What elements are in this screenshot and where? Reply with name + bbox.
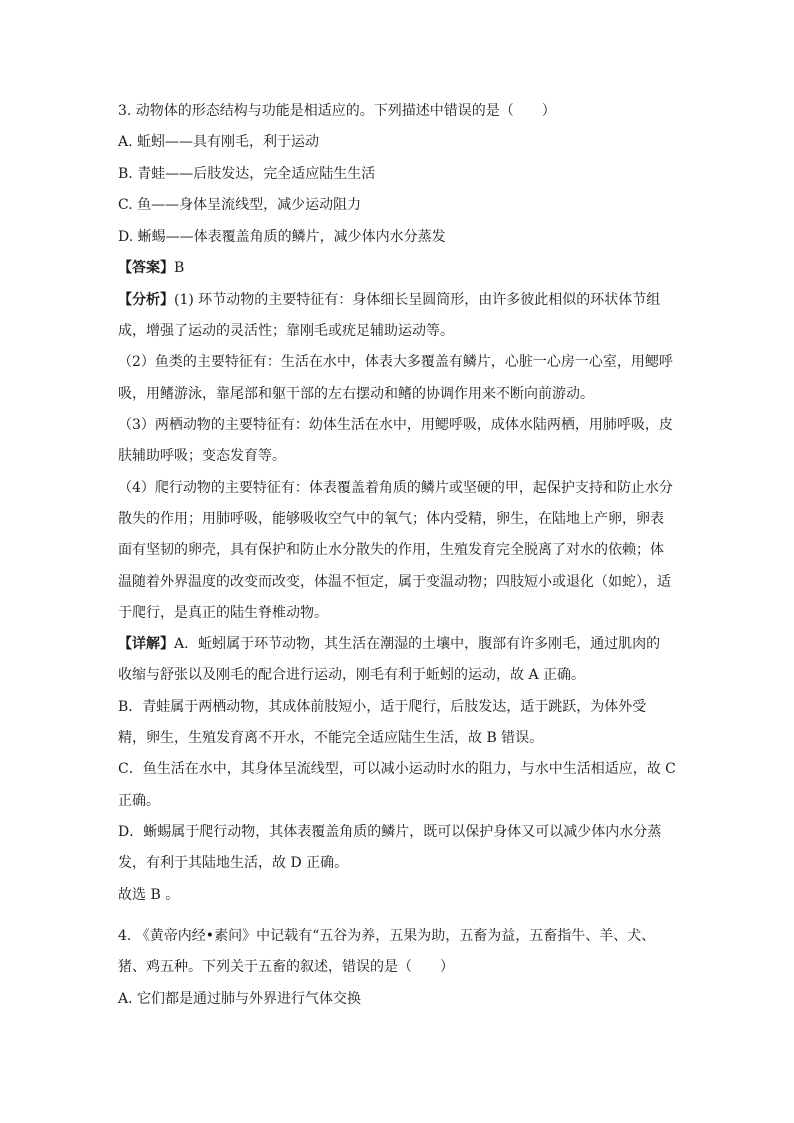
q3-detail-line: C．鱼生活在水中，其身体呈流线型，可以减小运动时水的阻力，与水中生活相适应，故 C — [118, 761, 676, 777]
q3-analysis-line: 成，增强了运动的灵活性；靠刚毛或疣足辅助运动等。 — [118, 323, 454, 339]
q3-detail-line: 发，有利于其陆地生活，故 D 正确。 — [118, 855, 349, 871]
q3-analysis-line — [118, 290, 678, 310]
detail-text: A．蚯蚓属于环节动物，其生活在潮湿的土壤中，腹部有许多刚毛，通过肌肉的 — [174, 636, 661, 652]
q3-analysis-line: 吸，用鳍游泳，靠尾部和躯干部的左右摆动和鳍的协调作用来不断向前游动。 — [118, 386, 594, 402]
answer-label: 【答案】 — [118, 260, 174, 276]
q4-stem-line: 4. 《黄帝内经•素问》中记载有“五谷为养，五果为助，五畜为益，五畜指牛、羊、犬、 — [118, 928, 656, 944]
q3-detail-line: B．青蛙属于两栖动物，其成体前肢短小，适于爬行，后肢发达，适于跳跃，为体外受 — [118, 699, 647, 715]
q3-analysis-line: 肤辅助呼吸；变态发育等。 — [118, 448, 286, 464]
q3-option-b: B. 青蛙——后肢发达，完全适应陆生生活 — [118, 166, 376, 182]
q3-analysis-line: （3）两栖动物的主要特征有：幼体生活在水中，用鳃呼吸，成体水陆两栖，用肺呼吸，皮 — [118, 417, 673, 433]
detail-label: 【详解】 — [118, 636, 174, 652]
q3-answer — [118, 258, 678, 278]
analysis-text: (1) 环节动物的主要特征有：身体细长呈圆筒形，由许多彼此相似的环状体节组 — [174, 292, 661, 308]
q3-option-d: D. 蜥蜴——体表覆盖角质的鳞片，减少体内水分蒸发 — [118, 229, 446, 245]
q3-stem: 3. 动物体的形态结构与功能是相适应的。下列描述中错误的是（ ） — [118, 103, 556, 119]
q3-detail-line: 正确。 — [118, 793, 160, 809]
q3-detail-line: 收缩与舒张以及刚毛的配合进行运动，刚毛有利于蚯蚓的运动，故 A 正确。 — [118, 667, 586, 683]
q4-option-a: A. 它们都是通过肺与外界进行气体交换 — [118, 991, 362, 1007]
q3-detail-line — [118, 634, 678, 654]
q3-option-c: C. 鱼——身体呈流线型，减少运动阻力 — [118, 197, 362, 213]
q3-detail-line: D．蜥蜴属于爬行动物，其体表覆盖角质的鳞片，既可以保护身体又可以减少体内水分蒸 — [118, 824, 662, 840]
q3-option-a: A. 蚯蚓——具有刚毛，利于运动 — [118, 134, 320, 150]
q3-analysis-line: 于爬行，是真正的陆生脊椎动物。 — [118, 605, 328, 621]
analysis-label: 【分析】 — [118, 292, 174, 308]
answer-value: B — [174, 260, 185, 276]
q3-analysis-line: 温随着外界温度的改变而改变，体温不恒定，属于变温动物；四肢短小或退化（如蛇），适 — [118, 574, 671, 590]
q4-stem-line: 猪、鸡五种。下列关于五畜的叙述，错误的是（ ） — [118, 959, 454, 975]
q3-analysis-line: 面有坚韧的卵壳，具有保护和防止水分散失的作用，生殖发育完全脱离了对水的依赖；体 — [118, 542, 664, 558]
q3-analysis-line: （2）鱼类的主要特征有：生活在水中，体表大多覆盖有鳞片，心脏一心房一心室，用鳃呼 — [118, 354, 673, 370]
q3-detail-line: 精，卵生，生殖发育离不开水，不能完全适应陆生生活，故 B 错误。 — [118, 730, 544, 746]
q3-analysis-line: 散失的作用；用肺呼吸，能够吸收空气中的氧气；体内受精，卵生，在陆地上产卵，卵表 — [118, 511, 664, 527]
q3-conclusion: 故选 B 。 — [118, 887, 180, 903]
q3-analysis-line: （4）爬行动物的主要特征有：体表覆盖着角质的鳞片或坚硬的甲，起保护支持和防止水分 — [118, 480, 673, 496]
